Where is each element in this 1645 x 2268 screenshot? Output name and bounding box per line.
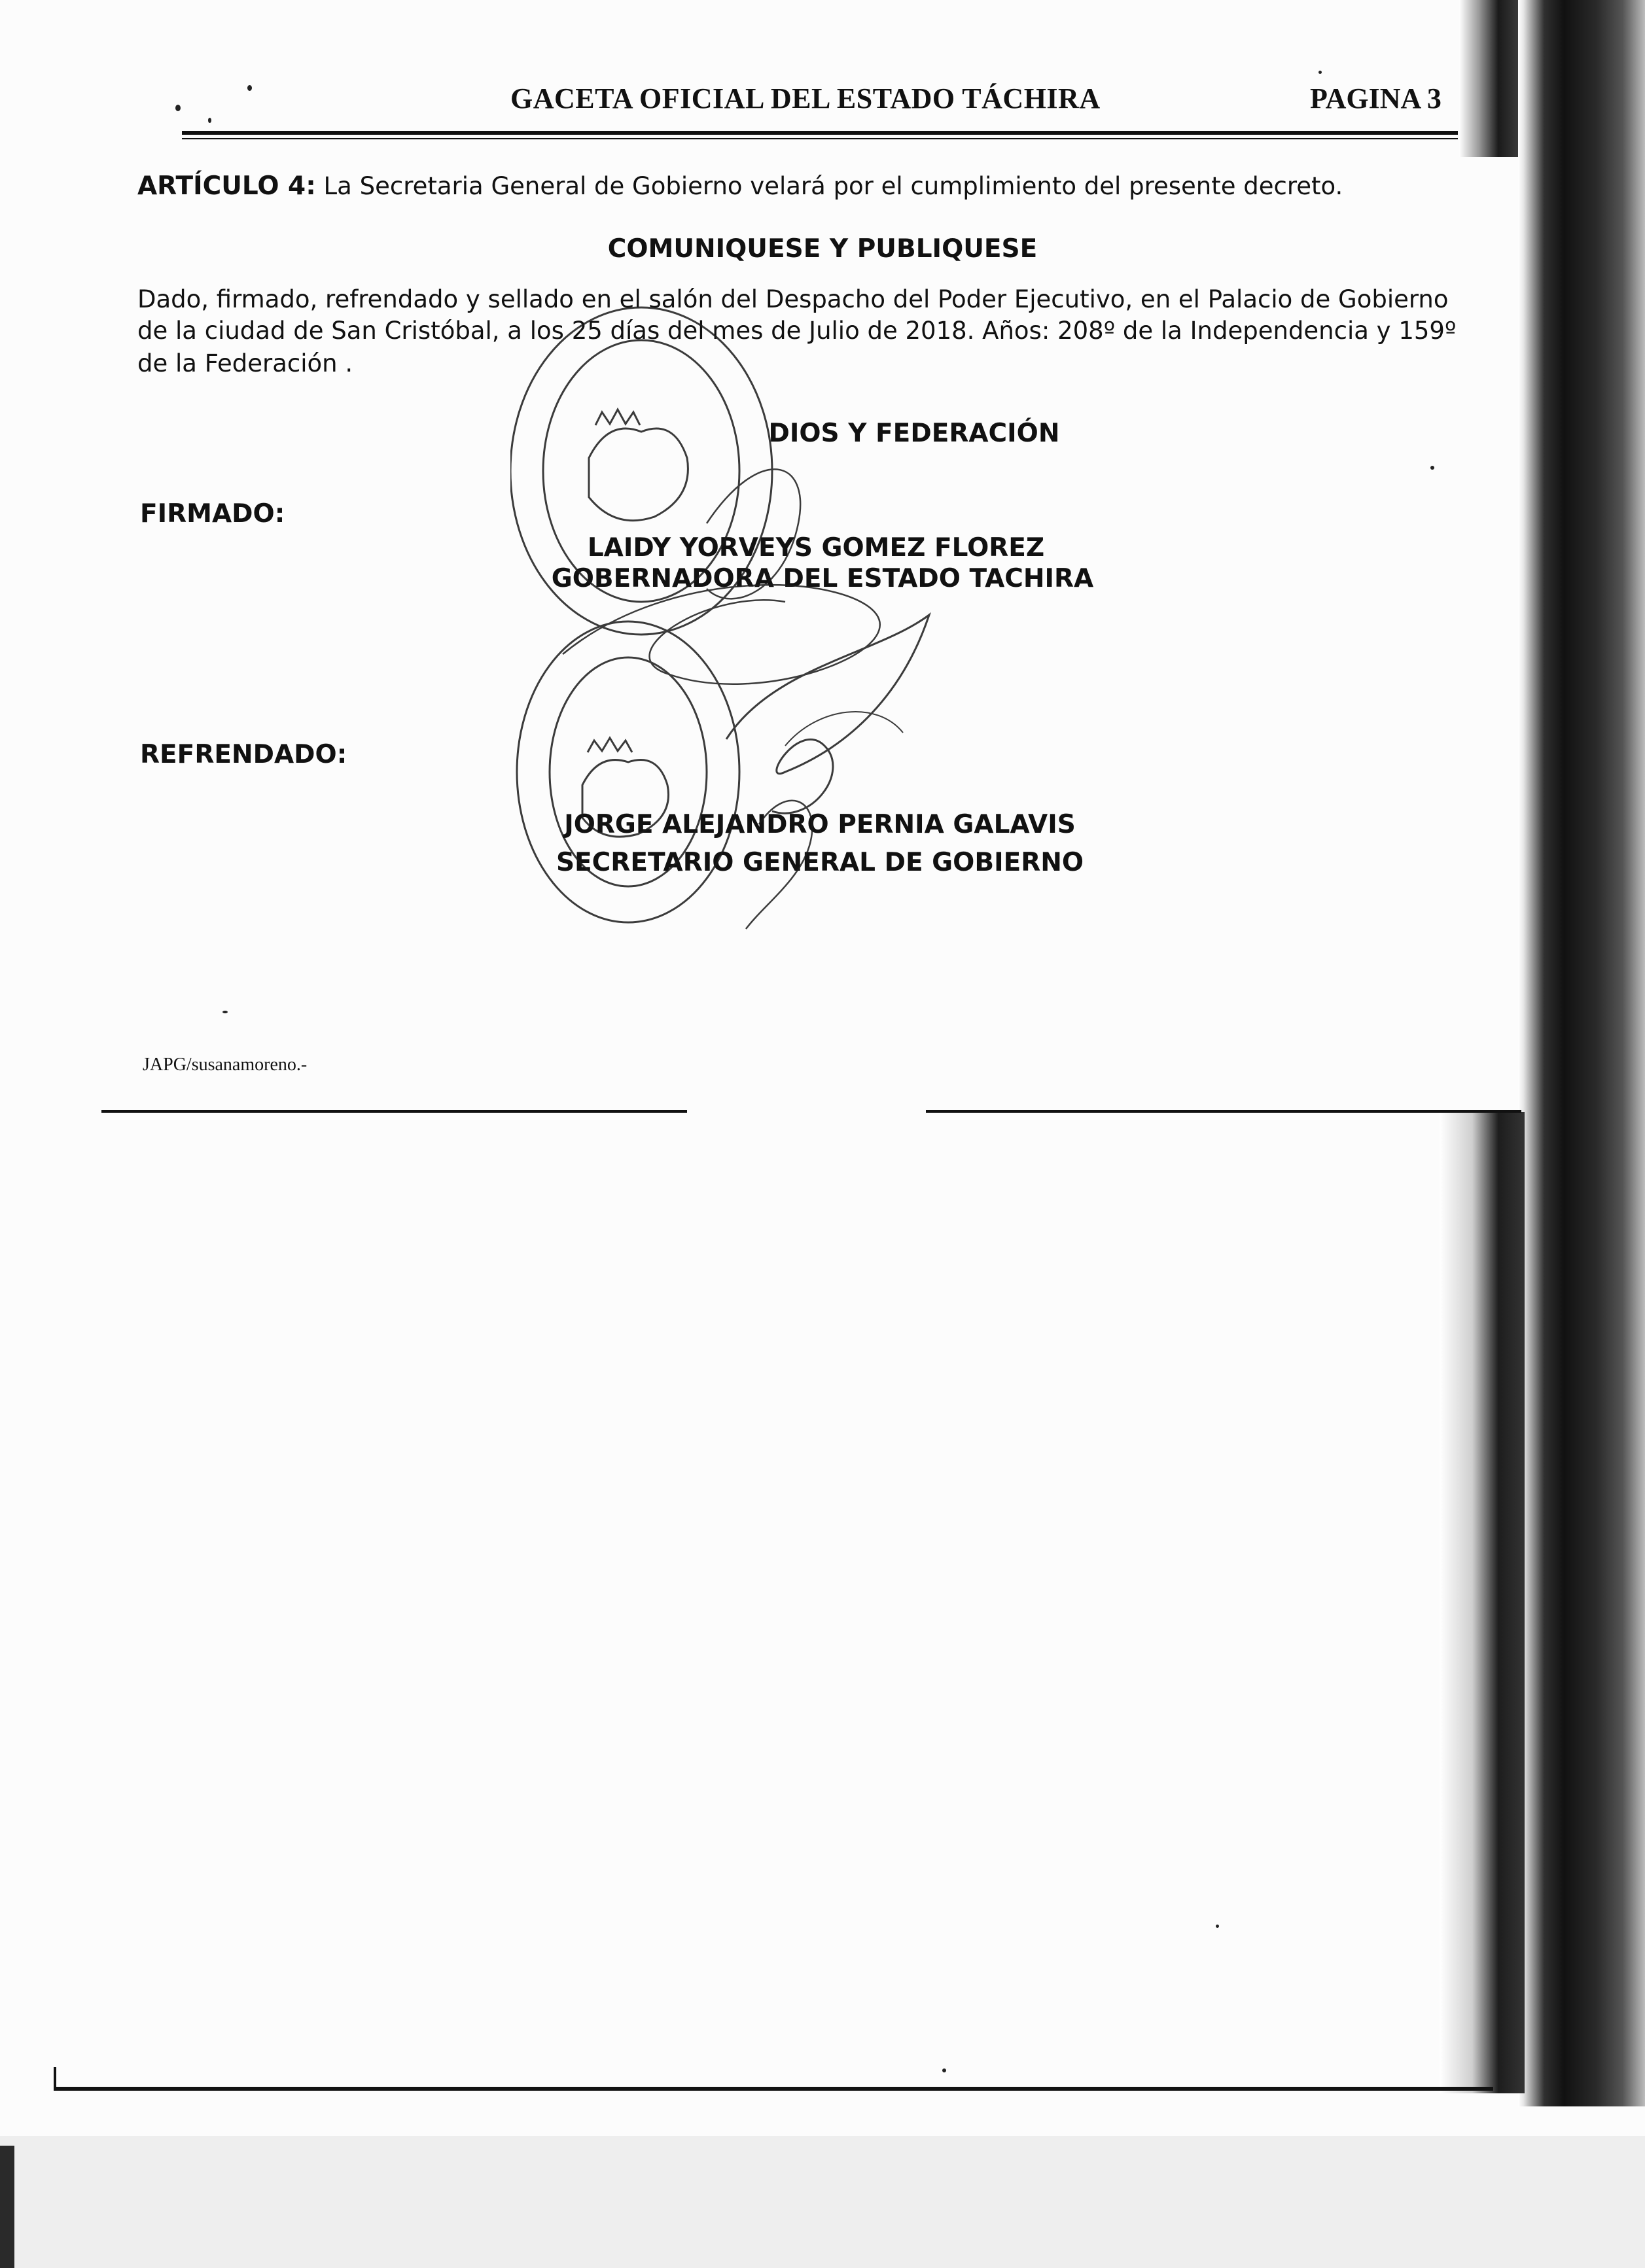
- footer-rule-right: [926, 1110, 1521, 1113]
- countersigned-label: REFRENDADO:: [140, 740, 347, 769]
- scan-speck: [1430, 466, 1434, 470]
- secretary-role: SECRETARIO GENERAL DE GOBIERNO: [556, 848, 1084, 877]
- secretary-signature-tail: [746, 801, 812, 929]
- given-line-1: Dado, firmado, refrendado y sellado en el salón del Despacho del Poder Ejecutivo, en el Palacio de Gobierno: [137, 285, 1449, 313]
- governor-role: GOBERNADORA DEL ESTADO TACHIRA: [551, 564, 1094, 593]
- motto: DIOS Y FEDERACIÓN: [768, 419, 1060, 448]
- scan-shadow-right: [1518, 0, 1645, 2106]
- scan-speck: [1216, 1925, 1219, 1928]
- page-bottom-rule: [54, 2087, 1493, 2091]
- page-number: PAGINA 3: [1310, 82, 1442, 114]
- article-text: La Secretaria General de Gobierno velará por el cumplimiento del presente decreto.: [315, 172, 1343, 200]
- scan-bottom-margin: [0, 2136, 1645, 2268]
- governor-signature-loop: [707, 469, 800, 599]
- upper-stamp-outer-ring: [510, 307, 772, 635]
- initials: JAPG/susanamoreno.-: [143, 1055, 308, 1075]
- given-line-3: de la Federación .: [137, 349, 353, 377]
- article-label: ARTÍCULO 4:: [137, 171, 316, 201]
- header-rule: [182, 131, 1458, 135]
- lower-coat-of-arms-icon: [582, 760, 669, 837]
- scan-speck: [1318, 71, 1322, 74]
- gazette-title: GACETA OFICIAL DEL ESTADO TÁCHIRA: [510, 82, 1101, 114]
- scan-speck: [942, 2068, 946, 2072]
- header-rule-thin: [182, 138, 1458, 139]
- lower-crown-icon: [588, 738, 632, 752]
- scan-speck: [175, 105, 181, 111]
- scan-shadow-top: [1459, 0, 1525, 157]
- secretary-name: JORGE ALEJANDRO PERNIA GALAVIS: [564, 810, 1076, 839]
- scan-speck: [222, 1011, 228, 1013]
- comunique-heading: COMUNIQUESE Y PUBLIQUESE: [607, 234, 1038, 264]
- scan-bottom-corner: [0, 2146, 14, 2268]
- scan-speck: [247, 85, 252, 91]
- lower-stamp-inner-ring: [550, 657, 707, 886]
- article-4: [137, 171, 1343, 201]
- scan-shadow-middle: [1440, 1112, 1525, 2093]
- upper-crown-icon: [595, 410, 640, 425]
- footer-rule-left: [101, 1110, 687, 1113]
- upper-stamp-inner-ring: [543, 340, 739, 602]
- signed-label: FIRMADO:: [140, 499, 285, 529]
- page-left-edge: [54, 2067, 56, 2091]
- upper-coat-of-arms-icon: [589, 428, 688, 521]
- official-stamps: [510, 249, 982, 942]
- secretary-signature: [726, 615, 929, 813]
- given-line-2: de la ciudad de San Cristóbal, a los 25 días del mes de Julio de 2018. Años: 208º de la Independencia y 159º: [137, 317, 1457, 345]
- governor-name: LAIDY YORVEYS GOMEZ FLOREZ: [587, 533, 1045, 563]
- scan-speck: [208, 118, 211, 123]
